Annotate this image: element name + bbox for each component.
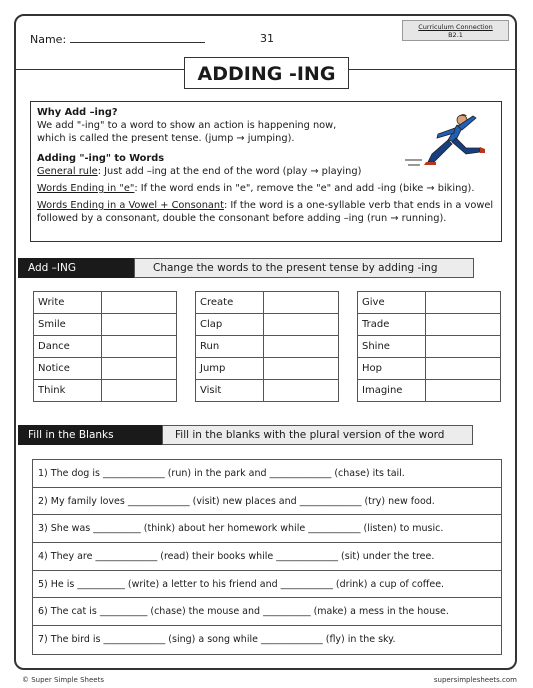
e-rule-text: : If the word ends in "e", remove the "e" and add -ing (bike → biking). [134,183,475,194]
why-heading: Why Add –ing? [37,107,118,118]
list-item[interactable]: 1) The dog is _____________ (run) in the park and _____________ (chase) its tail. [33,460,501,488]
answer-cell[interactable] [264,358,339,380]
general-rule-label: General rule [37,166,98,177]
section2-label: Fill in the Blanks [18,425,162,445]
answer-cell[interactable] [102,358,177,380]
word-table-1 [33,291,177,402]
answer-cell[interactable] [426,358,501,380]
section1-instruction: Change the words to the present tense by adding -ing [134,258,474,278]
word-table-3 [357,291,501,402]
table-row [358,358,501,380]
footer-copyright: © Super Simple Sheets [22,676,104,684]
e-rule-label: Words Ending in "e" [37,183,135,194]
general-rule-text: : Just add –ing at the end of the word (play → playing) [97,166,362,177]
table-row [196,292,339,314]
word-cell: Create [196,292,264,314]
answer-cell[interactable] [426,336,501,358]
name-field [30,32,205,46]
e-rule [37,182,495,195]
name-label: Name: [30,33,67,46]
table-row [196,336,339,358]
answer-cell[interactable] [102,314,177,336]
word-cell: Hop [358,358,426,380]
section1-label: Add –ING [18,258,134,278]
table-row [34,380,177,402]
word-cell: Visit [196,380,264,402]
word-cell: Smile [34,314,102,336]
name-line[interactable] [70,32,205,43]
vc-rule-label: Words Ending in a Vowel + Consonant [37,200,224,211]
curriculum-connection-box [402,20,509,41]
answer-cell[interactable] [264,292,339,314]
word-cell: Notice [34,358,102,380]
table-row [34,336,177,358]
table-row [358,336,501,358]
why-text-1: We add "-ing" to a word to show an action is happening now, [37,120,337,131]
table-row [358,314,501,336]
answer-cell[interactable] [102,380,177,402]
word-cell: Run [196,336,264,358]
table-row [196,358,339,380]
word-table-2 [195,291,339,402]
table-row [358,292,501,314]
answer-cell[interactable] [264,336,339,358]
curriculum-code: B2.1 [448,31,463,39]
word-cell: Imagine [358,380,426,402]
table-row [34,358,177,380]
list-item[interactable]: 4) They are _____________ (read) their books while _____________ (sit) under the tree. [33,543,501,571]
list-item[interactable]: 7) The bird is _____________ (sing) a song while _____________ (fly) in the sky. [38,634,396,646]
table-row [196,314,339,336]
word-cell: Shine [358,336,426,358]
answer-cell[interactable] [102,292,177,314]
table-row [34,314,177,336]
list-item[interactable]: 3) She was __________ (think) about her homework while ___________ (listen) to music. [33,515,501,543]
answer-cell[interactable] [264,314,339,336]
running-person-icon [400,110,495,170]
answer-cell[interactable] [426,380,501,402]
word-cell: Think [34,380,102,402]
answer-cell[interactable] [102,336,177,358]
vc-rule [37,199,495,225]
table-row [34,292,177,314]
list-item[interactable]: 6) The cat is __________ (chase) the mouse and __________ (make) a mess in the house. [33,598,501,626]
list-item[interactable]: 5) He is __________ (write) a letter to his friend and ___________ (drink) a cup of coffee. [33,571,501,599]
vc-rule-text: : If the word is a one-syllable verb that ends in a vowel followed by a consonant, double the consonant before adding –ing (run → running). [37,200,494,224]
word-cell: Clap [196,314,264,336]
page-number: 31 [260,32,274,45]
adding-heading: Adding "-ing" to Words [37,153,165,164]
page-title: ADDING -ING [184,57,349,89]
footer-site: supersimplesheets.com [433,676,517,684]
answer-cell[interactable] [426,292,501,314]
word-cell: Jump [196,358,264,380]
word-cell: Give [358,292,426,314]
answer-cell[interactable] [426,314,501,336]
answer-cell[interactable] [264,380,339,402]
word-cell: Dance [34,336,102,358]
word-cell: Write [34,292,102,314]
section2-instruction: Fill in the blanks with the plural version of the word [162,425,473,445]
table-row [196,380,339,402]
word-cell: Trade [358,314,426,336]
curriculum-title: Curriculum Connection [418,23,493,31]
list-item[interactable]: 2) My family loves _____________ (visit) new places and _____________ (try) new food. [33,488,501,516]
why-text-2: which is called the present tense. (jump → jumping). [37,133,295,144]
fill-in-blanks-list [32,459,502,655]
table-row [358,380,501,402]
